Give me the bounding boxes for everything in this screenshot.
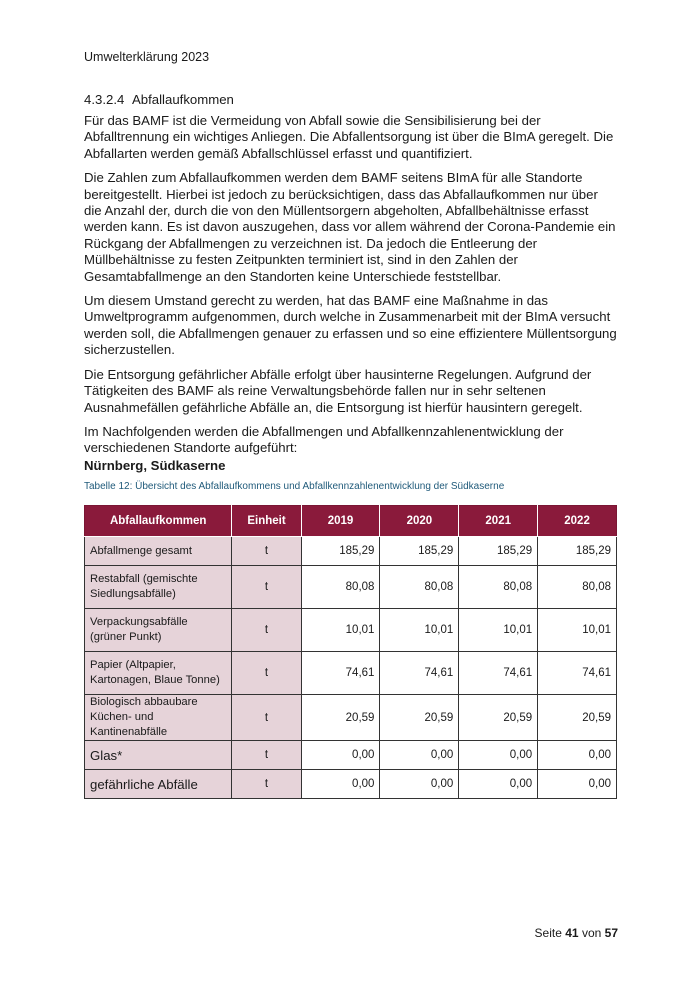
cell-value: 0,00 [301,770,380,799]
row-label: Abfallmenge gesamt [85,537,232,566]
row-label: gefährliche Abfälle [85,770,232,799]
cell-value: 20,59 [538,695,617,741]
row-label: Verpackungsabfälle (grüner Punkt) [85,609,232,652]
row-label: Papier (Altpapier, Kartonagen, Blaue Tonne) [85,652,232,695]
cell-value: 10,01 [301,609,380,652]
paragraph: Um diesem Umstand gerecht zu werden, hat das BAMF eine Maßnahme in das Umweltprogramm aufgenommen, durch welche in Zusammenarbeit mit der BImA versucht werden soll, die Abfallmengen genauer zu erfassen und so eine effizientere Müllentsorgung sicherzustellen. [84,293,617,358]
cell-value: 74,61 [301,652,380,695]
row-unit: t [232,695,301,741]
column-header: Abfallaufkommen [85,506,232,537]
paragraph: Die Entsorgung gefährlicher Abfälle erfolgt über hausinterne Regelungen. Aufgrund der Tätigkeiten des BAMF als reine Verwaltungsbehörde fallen nur in sehr seltenen Ausnahmefällen gefährliche Abfälle an, die Entsorgung ist hierfür hausintern geregelt. [84,366,592,415]
cell-value: 0,00 [538,770,617,799]
cell-value: 80,08 [301,566,380,609]
cell-value: 74,61 [459,652,538,695]
cell-value: 10,01 [459,609,538,652]
paragraph: Die Zahlen zum Abfallaufkommen werden dem BAMF seitens BImA für alle Standorte bereitgestellt. Hierbei ist jedoch zu berücksichtigen, dass das Abfallaufkommen nur über die Anzahl der, durch die von den Müllentsorgern abgeholten, Abfallbehältnisse erfasst werden kann. Es ist davon auszugehen, dass vor allem während der Corona-Pandemie ein Rückgang der Abfallmengen zu verzeichnen ist. Da jedoch die Entleerung der Müllbehältnisse zu festen Zeitpunkten terminiert ist, sind in den Zahlen der Gesamtabfallmenge an den Standorten keine Unterschiede feststellbar. [84,170,616,284]
column-header: 2019 [301,506,380,537]
cell-value: 185,29 [380,537,459,566]
cell-value: 80,08 [538,566,617,609]
column-header: 2021 [459,506,538,537]
table-row [85,566,617,609]
table-caption: Tabelle 12: Übersicht des Abfallaufkommens und Abfallkennzahlenentwicklung der Südkaserne [84,481,505,492]
paragraph: Im Nachfolgenden werden die Abfallmengen und Abfallkennzahlenentwicklung der verschiedenen Standorte aufgeführt: [84,423,564,456]
table-row [85,695,617,741]
table-row [85,770,617,799]
cell-value: 10,01 [538,609,617,652]
cell-value: 0,00 [538,741,617,770]
cell-value: 74,61 [380,652,459,695]
section-heading [84,92,619,107]
paragraph: Für das BAMF ist die Vermeidung von Abfall sowie die Sensibilisierung bei der Abfalltrennung ein wichtiges Anliegen. Die Abfallentsorgung ist über die BImA geregelt. Die Abfallarten werden gemäß Abfallschlüssel erfasst und quantifiziert. [84,113,614,161]
main-content [84,92,619,465]
cell-value: 80,08 [459,566,538,609]
cell-value: 0,00 [301,741,380,770]
row-label: Biologisch abbaubare Küchen- und Kantinenabfälle [85,695,232,741]
waste-table [84,505,617,799]
cell-value: 74,61 [538,652,617,695]
column-header: 2022 [538,506,617,537]
table-row [85,537,617,566]
table-row [85,652,617,695]
table-row [85,609,617,652]
column-header: 2020 [380,506,459,537]
cell-value: 20,59 [301,695,380,741]
current-page: 41 [565,926,579,940]
row-unit: t [232,566,301,609]
section-number: 4.3.2.4 [84,92,125,107]
footer-prefix: Seite [534,926,562,940]
row-unit: t [232,741,301,770]
cell-value: 20,59 [380,695,459,741]
row-label: Glas* [85,741,232,770]
cell-value: 0,00 [459,741,538,770]
page-footer [535,926,618,940]
cell-value: 80,08 [380,566,459,609]
cell-value: 10,01 [380,609,459,652]
cell-value: 0,00 [380,741,459,770]
cell-value: 185,29 [301,537,380,566]
footer-middle: von [581,926,602,940]
row-unit: t [232,770,301,799]
row-label: Restabfall (gemischte Siedlungsabfälle) [85,566,232,609]
total-pages: 57 [604,926,618,940]
table-header-row [85,506,617,537]
cell-value: 0,00 [459,770,538,799]
row-unit: t [232,609,301,652]
row-unit: t [232,537,301,566]
cell-value: 185,29 [538,537,617,566]
column-header: Einheit [232,506,301,537]
site-title: Nürnberg, Südkaserne [84,458,226,473]
cell-value: 0,00 [380,770,459,799]
cell-value: 185,29 [459,537,538,566]
running-header: Umwelterklärung 2023 [84,50,210,64]
section-title: Abfallaufkommen [132,92,234,107]
row-unit: t [232,652,301,695]
table-row [85,741,617,770]
cell-value: 20,59 [459,695,538,741]
